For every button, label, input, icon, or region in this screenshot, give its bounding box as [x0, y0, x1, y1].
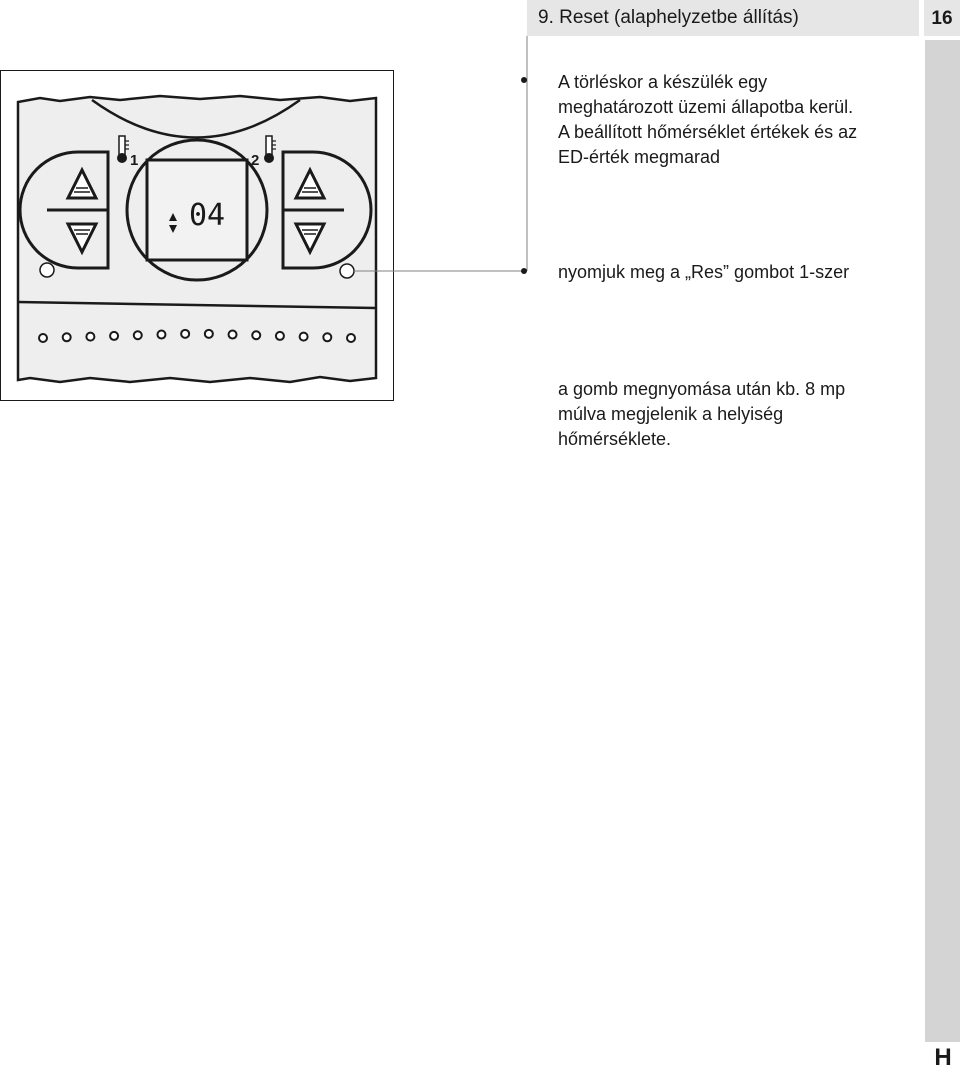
led-indicator	[181, 330, 189, 338]
display-value: 04	[189, 198, 226, 233]
led-indicator	[276, 332, 284, 340]
led-indicator	[86, 333, 94, 341]
led-indicator	[39, 334, 47, 342]
callout-bullet-2	[521, 268, 527, 274]
left-small-button[interactable]	[40, 263, 54, 277]
instruction-after-press	[558, 377, 918, 452]
led-indicator	[110, 332, 118, 340]
led-indicator	[63, 333, 71, 341]
led-indicator	[134, 331, 142, 339]
led-indicator	[323, 333, 331, 341]
led-indicator	[252, 331, 260, 339]
led-indicator	[157, 331, 165, 339]
instruction-press-res	[558, 260, 918, 285]
text-line: A törléskor a készülék egy	[558, 72, 768, 92]
text-line: nyomjuk meg a „Res” gombot 1-szer	[558, 262, 850, 282]
text-line: a gomb megnyomása után kb. 8 mp	[558, 379, 846, 399]
led-indicator	[229, 331, 237, 339]
text-line: ED-érték megmarad	[558, 147, 721, 167]
section-title: 9. Reset (alaphelyzetbe állítás)	[538, 7, 799, 28]
instruction-reset-info	[558, 70, 918, 170]
text-line: hőmérséklete.	[558, 429, 672, 449]
callout-bullet-1	[521, 77, 527, 83]
led-indicator	[300, 333, 308, 341]
text-line: múlva megjelenik a helyiség	[558, 404, 784, 424]
res-button[interactable]	[340, 264, 354, 278]
led-indicator	[205, 330, 213, 338]
indicator-2-label: 2	[251, 152, 260, 169]
text-line: meghatározott üzemi állapotba kerül.	[558, 97, 854, 117]
text-line: A beállított hőmérséklet értékek és az	[558, 122, 858, 142]
language-tab-letter: H	[934, 1044, 952, 1071]
indicator-1-label: 1	[130, 152, 139, 169]
page-number: 16	[924, 0, 960, 36]
led-indicator	[347, 334, 355, 342]
